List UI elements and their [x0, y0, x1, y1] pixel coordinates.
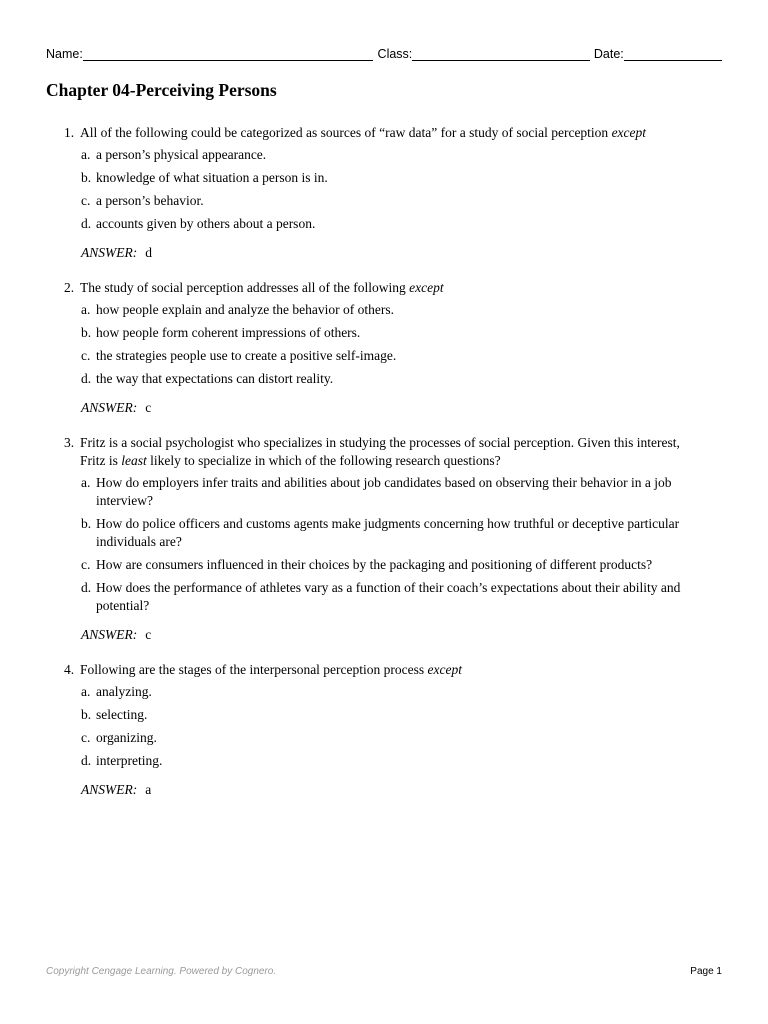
option-c: c. organizing. — [81, 730, 157, 745]
name-label: Name: — [46, 47, 83, 61]
answer-value: c — [145, 400, 152, 415]
emphasis-word: except — [427, 662, 462, 677]
emphasis-word: except — [409, 280, 444, 295]
answer-value: a — [145, 782, 152, 797]
option-c: c. a person’s behavior. — [81, 193, 204, 208]
option-b: b. how people form coherent impressions of others. — [81, 325, 361, 340]
question-stem — [64, 661, 704, 679]
option-d: d. interpreting. — [81, 753, 163, 768]
answer-options — [81, 683, 704, 770]
question-stem — [64, 124, 704, 142]
option-b: b. selecting. — [81, 707, 148, 722]
answer-key: ANSWER: a — [81, 782, 152, 797]
answer-value: d — [145, 245, 152, 260]
answer-key: ANSWER: d — [81, 245, 152, 260]
option-b: b. How do police officers and customs agents make judgments concerning how truthful or deceptive particular individuals are? — [81, 516, 680, 549]
chapter-title: Chapter 04-Perceiving Persons — [46, 80, 277, 100]
answer-options — [81, 301, 704, 388]
answer-key: ANSWER: c — [81, 627, 152, 642]
question-stem — [64, 434, 704, 470]
answer-options — [81, 146, 704, 233]
student-info-header — [46, 46, 722, 61]
question-text: Fritz is a social psychologist who specializes in studying the processes of social perception. Given this interest, Fritz is least likely to specialize in which of the following research questions? — [80, 435, 680, 468]
question-number: 2. — [64, 280, 75, 295]
answer-value: c — [145, 627, 152, 642]
option-d: d. accounts given by others about a person. — [81, 216, 316, 231]
question-3 — [64, 434, 704, 644]
option-a: a. how people explain and analyze the behavior of others. — [81, 302, 395, 317]
option-a: a. How do employers infer traits and abilities about job candidates based on observing their behavior in a job interview? — [81, 475, 672, 508]
question-1 — [64, 124, 704, 262]
option-b: b. knowledge of what situation a person is in. — [81, 170, 328, 185]
option-a: a. a person’s physical appearance. — [81, 147, 267, 162]
question-number: 4. — [64, 662, 75, 677]
option-c: c. the strategies people use to create a positive self-image. — [81, 348, 397, 363]
emphasis-word: least — [121, 453, 147, 468]
question-list — [64, 124, 704, 816]
class-label: Class: — [377, 47, 413, 61]
class-field-line — [412, 46, 590, 61]
question-text: Following are the stages of the interpersonal perception process except — [80, 662, 462, 677]
option-d: d. How does the performance of athletes vary as a function of their coach’s expectations about their ability and potential? — [81, 580, 681, 613]
question-text: The study of social perception addresses all of the following except — [80, 280, 444, 295]
question-number: 1. — [64, 125, 75, 140]
emphasis-word: except — [611, 125, 647, 140]
option-d: d. the way that expectations can distort reality. — [81, 371, 334, 386]
question-4 — [64, 661, 704, 799]
option-c: c. How are consumers influenced in their choices by the packaging and positioning of different products? — [81, 557, 653, 572]
answer-options — [81, 474, 704, 615]
name-field-line — [83, 46, 373, 61]
question-stem — [64, 279, 704, 297]
option-a: a. analyzing. — [81, 684, 152, 699]
question-text: All of the following could be categorized as sources of “raw data” for a study of social perception except — [80, 125, 647, 140]
question-number: 3. — [64, 435, 75, 450]
page-number: Page 1 — [690, 966, 722, 977]
page-footer — [46, 966, 722, 977]
question-2 — [64, 279, 704, 417]
answer-key: ANSWER: c — [81, 400, 152, 415]
date-label: Date: — [593, 47, 624, 61]
date-field-line — [624, 46, 722, 61]
copyright-notice: Copyright Cengage Learning. Powered by Cognero. — [46, 966, 277, 977]
